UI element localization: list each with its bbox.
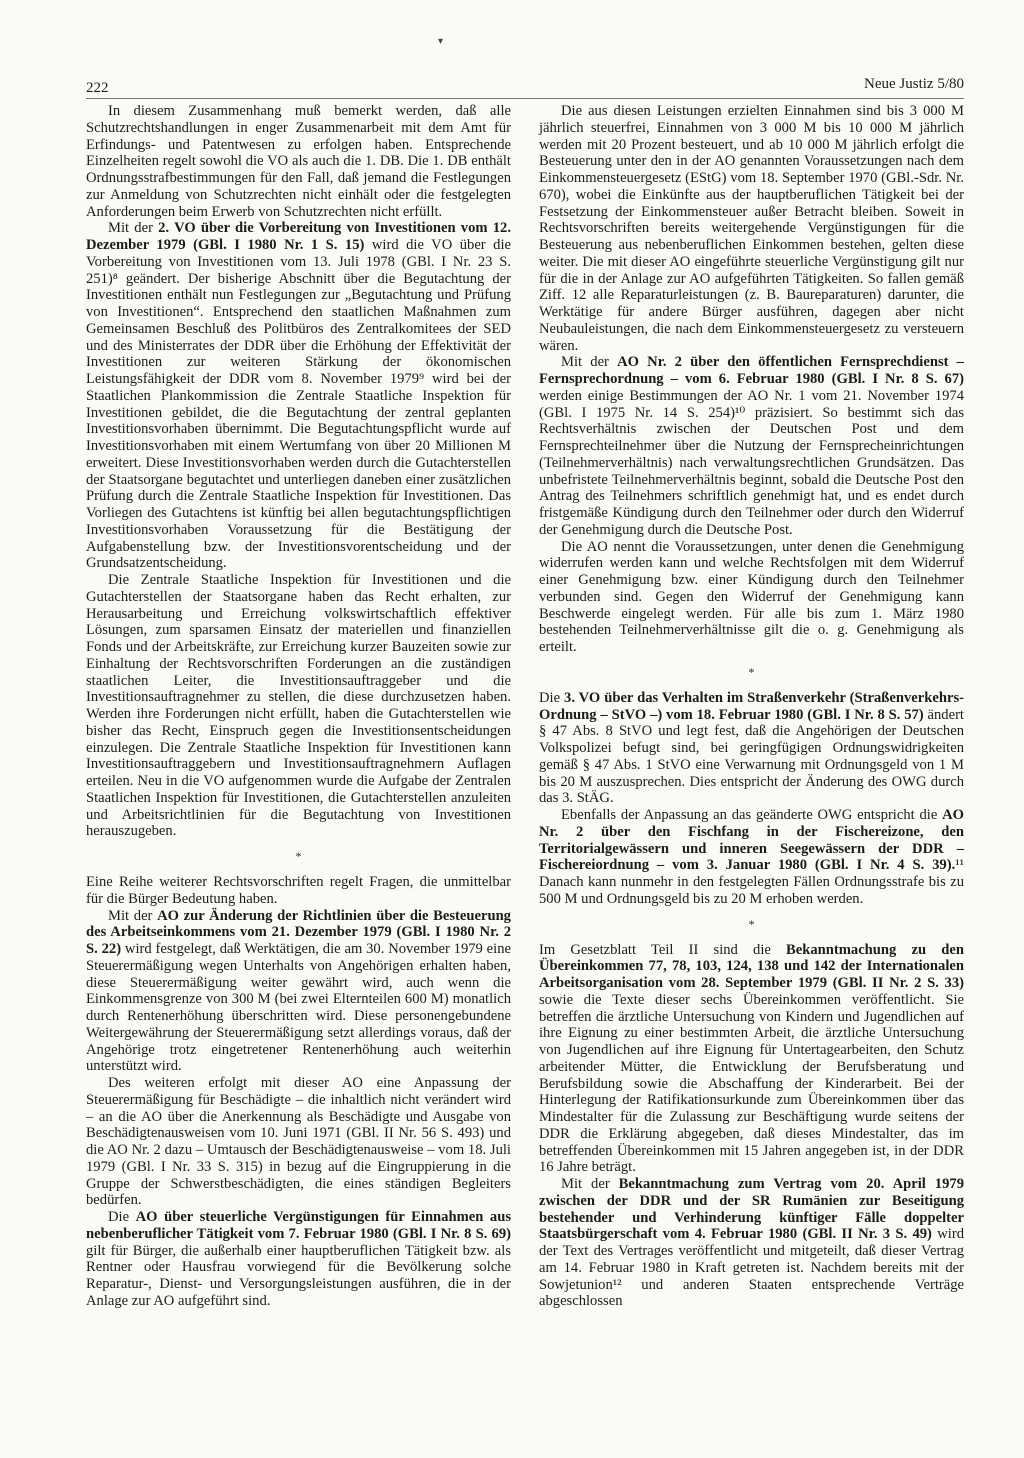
paragraph: Eine Reihe weiterer Rechtsvorschriften regelt Fragen, die unmittelbar für die Bürger Bedeutung haben. [86, 874, 511, 907]
paragraph: Die aus diesen Leistungen erzielten Einnahmen sind bis 3 000 M jährlich steuerfrei, Einnahmen von 3 000 M bis 10 000 M jährlich werden mit 20 Prozent besteuert, und ab 10 000 M jährlich erfolgt die Besteuerung unter den in der AO genannten Voraussetzungen nach dem Einkommensteuergesetz (EStG) vom 18. September 1970 (GBl.-Sdr. Nr. 670), wobei die Einkünfte aus der hauptberuflichen Tätigkeit bei der Festsetzung der Einkommensteuer außer Betracht bleiben. Soweit in Rechtsvorschriften bereits weitergehende Vergünstigungen für die Besteuerung aus nebenberuflichen Einkommen bestehen, gelten diese weiter. Die mit dieser AO eingeführte steuerliche Vergünstigung gilt nur für die in der Anlage zur AO aufgeführten Tätigkeiten. So fallen gemäß Ziff. 12 alle Reparaturleistungen (z. B. Baureparaturen) darunter, die Werktätige für andere Bürger ausführen, dagegen aber nicht Neubauleistungen, die nach dem Einkommensteuergesetz zu versteuern wären. [539, 103, 964, 354]
paragraph: Ebenfalls der Anpassung an das geänderte OWG entspricht die AO Nr. 2 über den Fischfang in der Fischereizone, den Territorialgewässern und inneren Seegewässern der DDR – Fischereiordnung – vom 3. Januar 1980 (GBl. I Nr. 4 S. 39).¹¹ Danach kann nunmehr in den festgelegten Fällen Ordnungsstrafe bis zu 500 M und Ordnungsgeld bis zu 20 M erhoben werden. [539, 807, 964, 907]
section-divider: * [748, 664, 755, 679]
section-divider: * [295, 849, 302, 863]
paragraph: Mit der AO Nr. 2 über den öffentlichen Fernsprechdienst – Fernsprechordnung – vom 6. Februar 1980 (GBl. I Nr. 8 S. 67) werden einige Bestimmungen der AO Nr. 1 vom 21. November 1974 (GBl. I 1975 Nr. 14 S. 254)¹⁰ präzisiert. So bestimmt sich das Rechtsverhältnis zwischen der Deutschen Post und dem Fernsprechteilnehmer über die Nutzung der Fernsprecheinrichtungen (Teilnehmerverhältnis) nach verwaltungsrechtlichen Grundsätzen. Das unbefristete Teilnehmerverhältnis beginnt, sobald die Deutsche Post den Antrag des Teilnehmers schriftlich genehmigt hat, und es endet durch fristgemäße Kündigung durch den Teilnehmer oder durch den Widerruf der Genehmigung durch die Deutsche Post. [539, 354, 964, 538]
page-header [86, 74, 964, 99]
paragraph: Die AO nennt die Voraussetzungen, unter denen die Genehmigung widerrufen werden kann und welche Rechtsfolgen mit dem Widerruf einer Genehmigung bzw. einer Kündigung durch den Teilnehmer verbunden sind. Gegen den Widerruf der Genehmigung kann Beschwerde eingelegt werden. Für alle bis zum 1. März 1980 bestehenden Teilnehmerverhältnisse gilt die o. g. Genehmigung als erteilt. [539, 538, 964, 655]
regulation-title: 3. VO über das Verhalten im Straßenverkehr (Straßenverkehrs-Ordnung – StVO –) vom 18. Februar 1980 (GBl. I Nr. 8 S. 57) [539, 689, 964, 723]
regulation-title: Bekanntmachung zum Vertrag vom 20. April 1979 zwischen der DDR und der SR Rumänien zur Beseitigung bestehender und Verhinderung künftiger Fälle doppelter Staatsbürgerschaft vom 4. Februar 1980 (GBl. II Nr. 3 S. 49) [539, 1176, 964, 1243]
paragraph: Die Zentrale Staatliche Inspektion für Investitionen und die Gutachterstellen der Staatsorgane haben das Recht erhalten, zur Herausarbeitung und Erreichung volkswirtschaftlich effektiver Lösungen, zum sparsamen Einsatz der materiellen und finanziellen Fonds und der Arbeitskräfte, zur Erreichung kurzer Bauzeiten sowie zur Einhaltung der Rechtsvorschriften Forderungen an die zuständigen staatlichen Leiter, die Investitionsauftraggeber und die Investitionsauftragnehmer zu stellen, die diese durchzusetzen haben. Werden ihre Forderungen nicht erfüllt, haben die Gutachterstellen wie bisher das Recht, Einspruch gegen die Investitionsentscheidungen einzulegen. Die Zentrale Staatliche Inspektion für Investitionen kann Investitionsauftraggebern und Investitionsauftragnehmern Auflagen erteilen. Neu in die VO aufgenommen wurde die Aufgabe der Zentralen Staatlichen Inspektion für Investitionen, die Gutachterstellen anzuleiten und Arbeitsrichtlinien für die Begutachtung von Investitionen herauszugeben. [86, 572, 511, 840]
regulation-title: AO Nr. 2 über den Fischfang in der Fischereizone, den Territorialgewässern und inneren Seegewässern der DDR – Fischereiordnung – vom 3. Januar 1980 (GBl. I Nr. 4 S. 39). [539, 807, 964, 874]
section-divider: * [748, 916, 755, 931]
paragraph: In diesem Zusammenhang muß bemerkt werden, daß alle Schutzrechtshandlungen in enger Zusammenarbeit mit dem Amt für Erfindungs- und Patentwesen zu erfolgen haben. Entsprechende Einzelheiten regelt sowohl die VO als auch die 1. DB. Die 1. DB enthält Ordnungsstrafbestimmungen für den Fall, daß jemand die Festlegungen zur Anmeldung von Schutzrechten nicht einhält oder die festgelegten Anforderungen beim Erwerb von Schutzrechten nicht erfüllt. [86, 103, 511, 220]
left-column [86, 103, 511, 1310]
journal-title: Neue Justiz 5/80 [864, 76, 964, 92]
paragraph: Mit der AO zur Änderung der Richtlinien über die Besteuerung des Arbeitseinkommens vom 21. Dezember 1979 (GBl. I 1980 Nr. 2 S. 22) wird festgelegt, daß Werktätigen, die am 30. November 1979 eine Steuerermäßigung wegen Unterhalts von Angehörigen erhalten haben, diese Steuerermäßigung weiter gewährt wird, auch wenn die Einkommensgrenze von 300 M (bei zwei Elternteilen 600 M) monatlich durch Rentenerhöhung überschritten wird. Diese personengebundene Weitergewährung der Steuerermäßigung setzt allerdings voraus, daß der Angehörige trotz eingetretener Rentenerhöhung auch weiterhin unterstützt wird. [86, 907, 511, 1075]
regulation-title: Bekanntmachung zu den Übereinkommen 77, 78, 103, 124, 138 und 142 der Internationalen Arbeitsorganisation vom 28. September 1979 (GBl. II Nr. 2 S. 33) [539, 941, 964, 991]
paragraph: Des weiteren erfolgt mit dieser AO eine Anpassung der Steuerermäßigung für Beschädigte – die inhaltlich nicht verändert wird – an die AO über die Anerkennung als Beschädigte und Ausgabe von Beschädigtenausweisen vom 10. Juni 1971 (GBl. II Nr. 56 S. 493) und die AO Nr. 2 dazu – Umtausch der Beschädigtenausweise – vom 18. Juli 1979 (GBl. I Nr. 33 S. 315) in bezug auf die Eingruppierung in die Gruppe der Schwerstbeschädigten, die eines ständigen Begleiters bedürfen. [86, 1075, 511, 1209]
paragraph: Mit der 2. VO über die Vorbereitung von Investitionen vom 12. Dezember 1979 (GBl. I 1980 Nr. 1 S. 15) wird die VO über die Vorbereitung von Investitionen vom 13. Juli 1978 (GBl. I Nr. 23 S. 251)⁸ geändert. Der bisherige Abschnitt über die Begutachtung der Investitionen enthält nun Festlegungen zur „Begutachtung und Prüfung von Investitionen“. Entsprechend den staatlichen Maßnahmen zum Gemeinsamen Beschluß des Politbüros des Zentralkomitees der SED und des Ministerrates der DDR über die Erhöhung der Effektivität der Investitionen zur weiteren Stärkung der ökonomischen Leistungsfähigkeit der DDR vom 8. November 1979⁹ wird bei der Staatlichen Plankommission die Zentrale Staatliche Inspektion für Investitionen gebildet, die die Begutachtung der zentral geplanten Investitionsvorhaben übernimmt. Die Begutachtungspflicht wurde auf Investitionsvorhaben mit einem Wertumfang von über 20 Millionen M erweitert. Diese Investitionsvorhaben werden durch die Gutachterstellen der Staatsorgane begutachtet und unterliegen daneben einer zusätzlichen Prüfung durch die Zentrale Staatliche Inspektion für Investitionen. Das Vorliegen des Gutachtens ist künftig bei allen begutachtungspflichtigen Investitionsvorhaben Voraussetzung für die Bestätigung der Aufgabenstellung bzw. der Investitionsvorentscheidung und der Grundsatzentscheidung. [86, 220, 511, 572]
regulation-title: AO über steuerliche Vergünstigungen für Einnahmen aus nebenberuflicher Tätigkeit vom 7. Februar 1980 (GBl. I Nr. 8 S. 69) [86, 1209, 511, 1242]
paragraph: Im Gesetzblatt Teil II sind die Bekanntmachung zu den Übereinkommen 77, 78, 103, 124, 138 und 142 der Internationalen Arbeitsorganisation vom 28. September 1979 (GBl. II Nr. 2 S. 33) sowie die Texte dieser sechs Übereinkommen veröffentlicht. Sie betreffen die ärztliche Untersuchung von Kindern und Jugendlichen auf ihre Eignung zu einer bestimmten Arbeit, die ärztliche Untersuchung von Jugendlichen auf ihre Eignung für Untertagearbeiten, den Schutz arbeitender Mütter, die Entwicklung der Berufsberatung und Berufsbildung sowie die Abschaffung der Kinderarbeit. Bei der Hinterlegung der Ratifikationsurkunde zum Übereinkommen über das Mindestalter für die Zulassung zur Beschäftigung wurde seitens der DDR die Erklärung abgegeben, daß dieses Mindestalter, das im betreffenden Übereinkommen mit 15 Jahren angegeben ist, in der DDR 16 Jahre beträgt. [539, 941, 964, 1176]
regulation-title: AO zur Änderung der Richtlinien über die Besteuerung des Arbeitseinkommens vom 21. Dezember 1979 (GBl. I 1980 Nr. 2 S. 22) [86, 907, 511, 957]
paragraph: Die 3. VO über das Verhalten im Straßenverkehr (Straßenverkehrs-Ordnung – StVO –) vom 18. Februar 1980 (GBl. I Nr. 8 S. 57) ändert § 47 Abs. 8 StVO und legt fest, daß die Angehörigen der Deutschen Volkspolizei befugt sind, bei geringfügigen Ordnungswidrigkeiten gemäß § 47 Abs. 1 StVO eine Verwarnung mit Ordnungsgeld von 1 M bis 20 M auszusprechen. Dies entspricht der Änderung des OWG durch das 3. StÄG. [539, 689, 964, 807]
scan-speck: ▾ [438, 36, 444, 47]
paragraph: Mit der Bekanntmachung zum Vertrag vom 20. April 1979 zwischen der DDR und der SR Rumänien zur Beseitigung bestehender und Verhinderung künftiger Fälle doppelter Staatsbürgerschaft vom 4. Februar 1980 (GBl. II Nr. 3 S. 49) wird der Text des Vertrages veröffentlicht und mitgeteilt, daß dieser Vertrag am 14. Februar 1980 in Kraft getreten ist. Nachdem bereits mit der Sowjetunion¹² und anderen Staaten entsprechende Verträge abgeschlossen [539, 1176, 964, 1310]
page-number: 222 [86, 80, 109, 96]
paragraph: Die AO über steuerliche Vergünstigungen für Einnahmen aus nebenberuflicher Tätigkeit vom 7. Februar 1980 (GBl. I Nr. 8 S. 69) gilt für Bürger, die außerhalb einer hauptberuflichen Tätigkeit bzw. als Rentner oder Hausfrau vorwiegend für die Bevölkerung solche Reparatur-, Dienst- und Versorgungsleistungen ausführen, die in der Anlage zur AO aufgeführt sind. [86, 1209, 511, 1309]
regulation-title: 2. VO über die Vorbereitung von Investitionen vom 12. Dezember 1979 (GBl. I 1980 Nr. 1 S. 15) [86, 220, 511, 253]
right-column [539, 103, 964, 1310]
regulation-title: AO Nr. 2 über den öffentlichen Fernsprechdienst – Fernsprechordnung – vom 6. Februar 1980 (GBl. I Nr. 8 S. 67) [539, 354, 964, 387]
